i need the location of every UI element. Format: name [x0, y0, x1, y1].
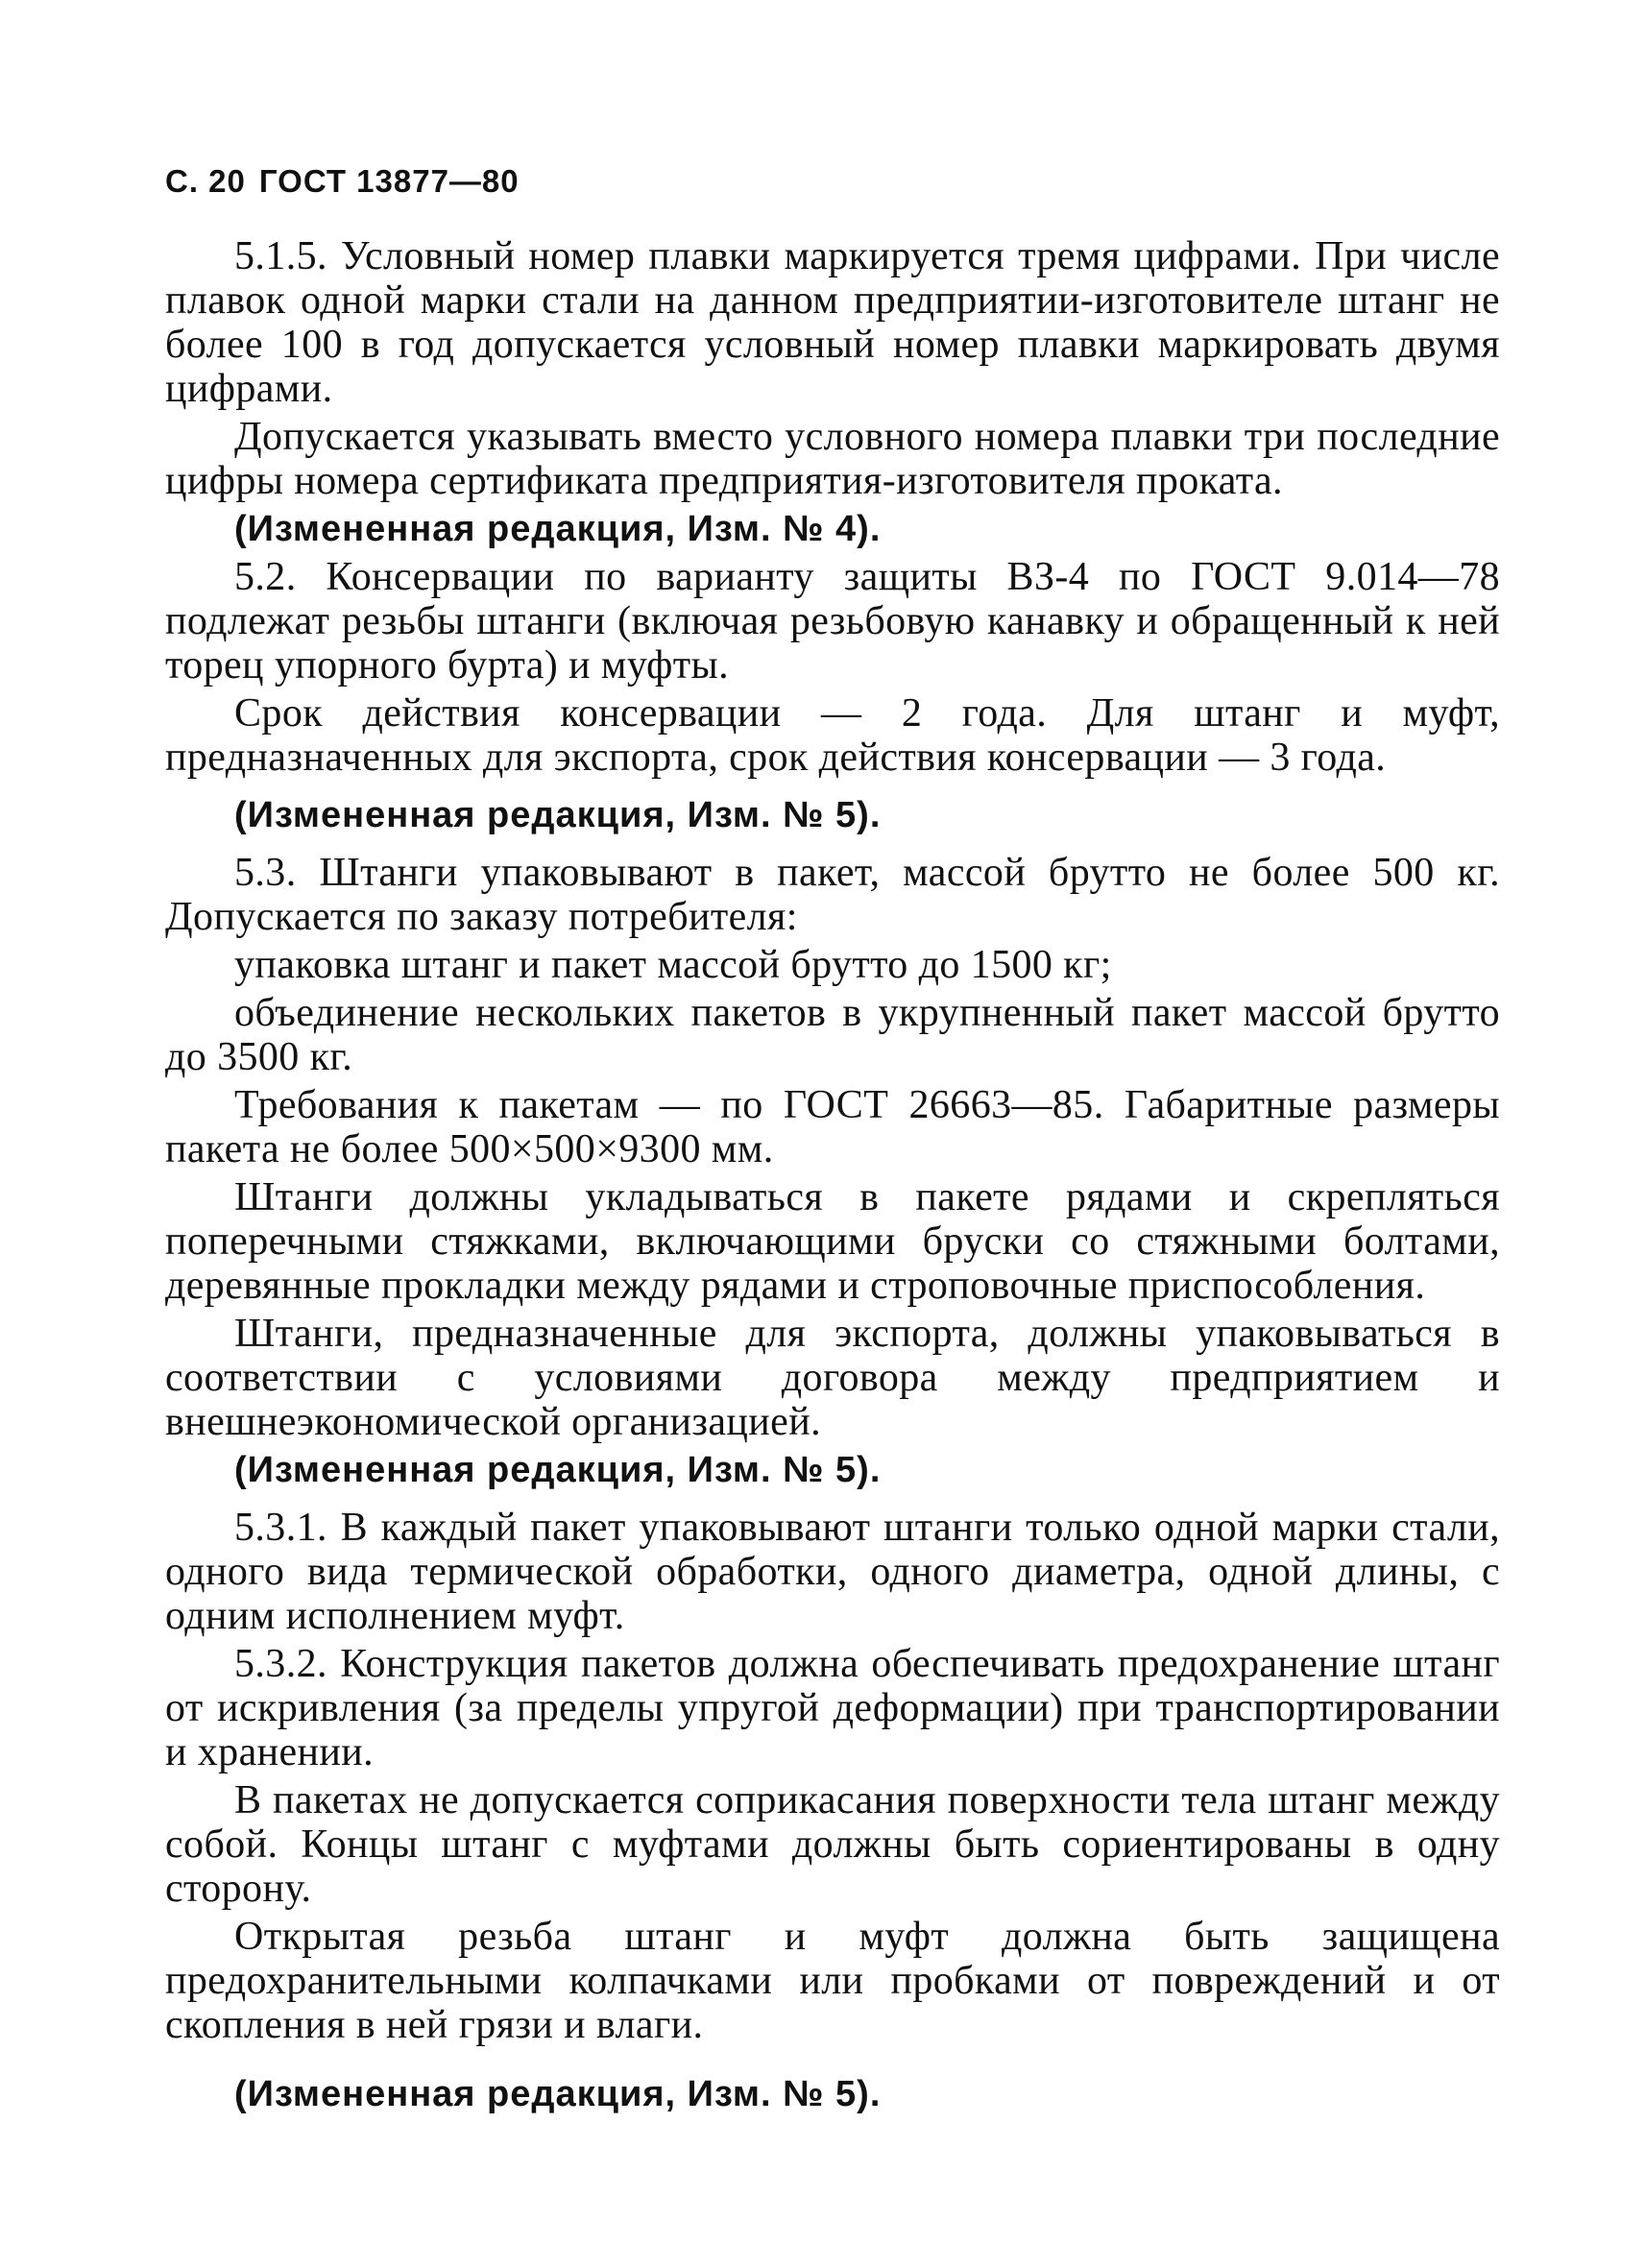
page-header [165, 163, 1500, 200]
paragraph: Открытая резьба штанг и муфт должна быть защищена предохранительными колпачками или пробками от повреждений и от скопления в ней грязи и влаги. [165, 1915, 1500, 2047]
paragraph: Штанги должны укладываться в пакете рядами и скрепляться поперечными стяжками, включающими бруски со стяжными болтами, деревянные прокладки между рядами и строповочные приспособления. [165, 1175, 1500, 1308]
paragraph-5-3: 5.3. Штанги упаковывают в пакет, массой брутто не более 500 кг. Допускается по заказу потребителя: [165, 851, 1500, 939]
amendment-note: (Измененная редакция, Изм. № 5). [234, 1450, 882, 1490]
paragraph-5-3-2: 5.3.2. Конструкция пакетов должна обеспечивать предохранение штанг от искривления (за пределы упругой деформации) при транспортировании и хранении. [165, 1642, 1500, 1774]
list-item: упаковка штанг и пакет массой брутто до 1500 кг; [234, 943, 1112, 987]
paragraph: Срок действия консервации — 2 года. Для штанг и муфт, предназначенных для экспорта, срок действия консервации — 3 года. [165, 691, 1500, 780]
paragraph-5-1-5: 5.1.5. Условный номер плавки маркируется тремя цифрами. При числе плавок одной марки стали на данном предприятии-изготовителе штанг не более 100 в год допускается условный номер плавки маркировать двумя цифрами. [165, 234, 1500, 411]
list-item: объединение нескольких пакетов в укрупненный пакет массой брутто до 3500 кг. [165, 991, 1500, 1079]
paragraph: Допускается указывать вместо условного номера плавки три последние цифры номера сертификата предприятия-изготовителя проката. [165, 415, 1500, 503]
amendment-note: (Измененная редакция, Изм. № 5). [234, 2074, 882, 2114]
paragraph: В пакетах не допускается соприкасания поверхности тела штанг между собой. Концы штанг с муфтами должны быть сориентированы в одну сторону. [165, 1778, 1500, 1911]
document-page [165, 163, 1500, 2116]
amendment-note: (Измененная редакция, Изм. № 4). [234, 509, 882, 549]
paragraph-5-2: 5.2. Консервации по варианту защиты ВЗ-4 по ГОСТ 9.014—78 подлежат резьбы штанги (включая резьбовую канавку и обращенный к ней торец упорного бурта) и муфты. [165, 555, 1500, 688]
amendment-note: (Измененная редакция, Изм. № 5). [234, 795, 882, 835]
standard-number: ГОСТ 13877—80 [258, 163, 520, 199]
paragraph: Требования к пакетам — по ГОСТ 26663—85. Габаритные размеры пакета не более 500×500×9300 мм. [165, 1083, 1500, 1171]
page-number: С. 20 [165, 163, 246, 199]
paragraph: Штанги, предназначенные для экспорта, должны упаковываться в соответствии с условиями договора между предприятием и внешнеэкономической организацией. [165, 1312, 1500, 1444]
document-body [165, 234, 1500, 2116]
paragraph-5-3-1: 5.3.1. В каждый пакет упаковывают штанги только одной марки стали, одного вида термической обработки, одного диаметра, одной длины, с одним исполнением муфт. [165, 1506, 1500, 1638]
